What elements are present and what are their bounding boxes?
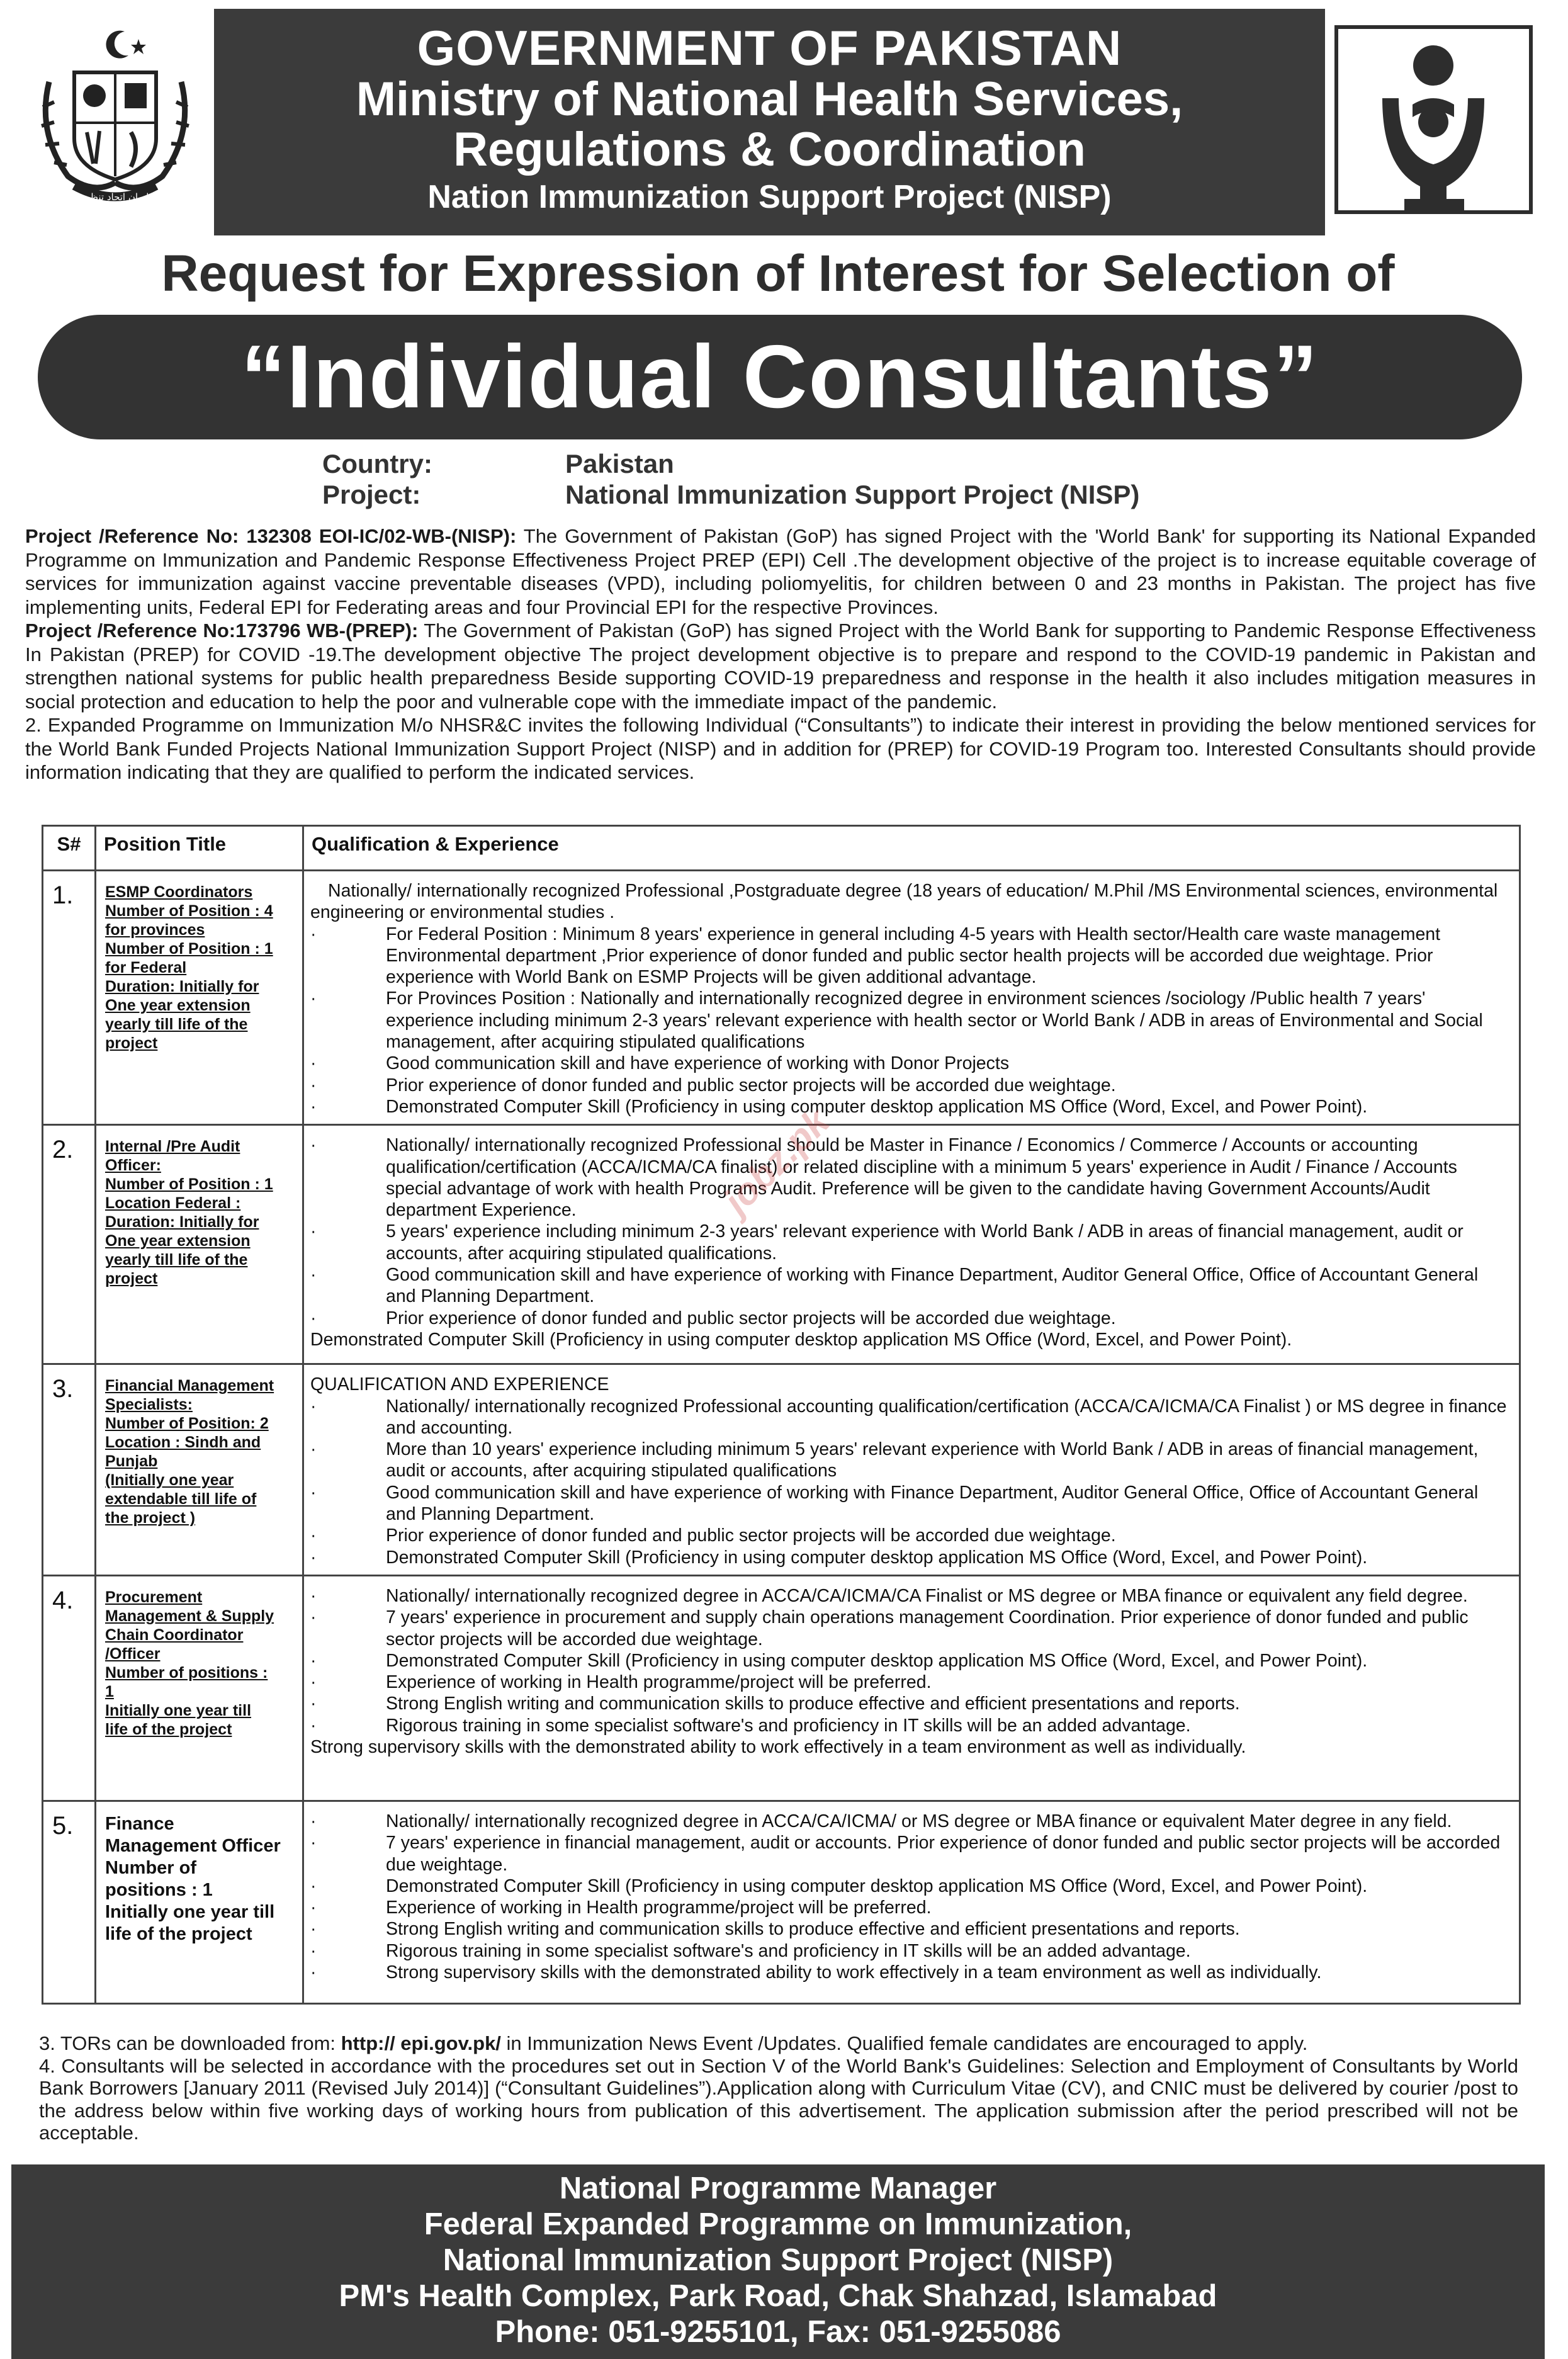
reference-1-text: The Government of Pakistan (GoP) has signed Project with the 'World Bank' for supporting its National Expanded Programme on Immunization and Pandemic Response Effectiveness Project PREP (EPI) Cell .The development objective of the project is to increase equitable coverage of services for immunization against vaccine preventable diseases (VPD), including poliomyelitis, for children between 0 and 23 months in Pakistan. The project has five implementing units, Federal EPI for Federating areas and four Provincial EPI for the respective Provinces.: [25, 525, 1536, 618]
position-title-line: Number of Position : 4: [105, 902, 273, 920]
qualification-item: [310, 1875, 1509, 1897]
reference-1-paragraph: [25, 524, 1536, 619]
qualification-item: [310, 1962, 1509, 1983]
epi-logo: [1334, 25, 1533, 214]
bullet-icon: ·: [310, 1135, 317, 1156]
qualification-cell: [303, 1801, 1520, 2003]
note-3-post: in Immunization News Event /Updates. Qualified female candidates are encouraged to apply.: [500, 2032, 1308, 2054]
bullet-icon: ·: [310, 1962, 317, 1983]
position-title-line: for provinces: [105, 921, 205, 939]
position-title-line: Management Officer: [105, 1835, 281, 1856]
position-title-cell: [96, 1801, 303, 2003]
footer-line-3: National Immunization Support Project (NISP): [443, 2243, 1114, 2277]
bullet-icon: ·: [310, 1308, 317, 1328]
position-title-line: Number of positions :: [105, 1663, 268, 1682]
position-title-line: Management & Supply: [105, 1607, 274, 1625]
bullet-icon: ·: [310, 1096, 317, 1117]
nisp-subtitle: Nation Immunization Support Project (NISP): [427, 179, 1112, 215]
qualification-text: Experience of working in Health programme/project will be preferred.: [386, 1898, 932, 1918]
paragraph-2: 2. Expanded Programme on Immunization M/o NHSR&C invites the following Individual (“Consultants”) to indicate their interest in providing the below mentioned services for the World Bank Funded Projects National Immunization Support Project (NISP) and in addition for (PREP) for COVID-19 Program too. Interested Consultants should provide information indicating that they are qualified to perform the indicated services.: [25, 714, 1536, 783]
qualification-text: Good communication skill and have experience of working with Finance Department, Auditor General Office, Office of Accountant General and Planning Department.: [386, 1265, 1479, 1307]
table-row: [43, 871, 1520, 1125]
position-title-line: Procurement: [105, 1588, 203, 1606]
row-number: 2.: [43, 1125, 96, 1364]
position-title-line: life of the project: [105, 1720, 232, 1738]
position-title-line: yearly till life of the: [105, 1015, 248, 1033]
footer-address: PM's Health Complex, Park Road, Chak Shahzad, Islamabad: [339, 2279, 1217, 2313]
position-title-line: /Officer: [105, 1644, 161, 1663]
qualification-text: Prior experience of donor funded and public sector projects will be accorded due weightage.: [386, 1525, 1116, 1546]
qualification-item: [310, 1264, 1509, 1308]
qualification-item: [310, 1607, 1509, 1650]
qualification-item: [310, 1053, 1509, 1074]
row-number: 3.: [43, 1364, 96, 1576]
position-title-line: positions : 1: [105, 1879, 213, 1900]
bullet-icon: ·: [310, 1898, 317, 1918]
qualification-text: Strong English writing and communication skills to produce effective and efficient presentations and reports.: [386, 1919, 1240, 1940]
qualification-text: Nationally/ internationally recognized Professional should be Master in Finance / Economics / Commerce / Accounts or accounting qualification/certification (ACCA/ICMA/CA finalist) or related discipline with a minimum 5 years' experience in Audit / Finance / Accounts special advantage of work with health Programs Audit. Preference will be given to the candidate having Government Accounts/Audit department Experience.: [386, 1135, 1457, 1221]
qualification-text: More than 10 years' experience including minimum 5 years' relevant experience with World Bank / ADB in areas of financial management, audit or accounts, after acquiring stipulated qualifications: [386, 1439, 1479, 1481]
position-title-line: Location Federal :: [105, 1194, 241, 1213]
position-title-line: Financial Management: [105, 1377, 274, 1395]
qualification-item: [310, 1525, 1509, 1546]
qualification-item: [310, 1715, 1509, 1736]
qualification-text: Demonstrated Computer Skill (Proficiency in using computer desktop application MS Office (Word, Excel, and Power Point).: [386, 1875, 1368, 1896]
qualification-item: [310, 1918, 1509, 1940]
qualification-text: Nationally/ internationally recognized degree in ACCA/CA/ICMA/ or MS degree or MBA finance or equivalent Mater degree in any field.: [386, 1811, 1452, 1831]
position-title-line: the project ): [105, 1509, 196, 1527]
reference-1-label: Project /Reference No: 132308 EOI-IC/02-WB-(NISP):: [25, 525, 517, 547]
bullet-icon: ·: [310, 1650, 317, 1671]
position-title-line: Duration: Initially for: [105, 1213, 259, 1231]
bullet-icon: ·: [310, 1053, 317, 1074]
footer-line-2: Federal Expanded Programme on Immunization,: [424, 2207, 1132, 2241]
position-title-line: One year extension: [105, 997, 251, 1014]
government-title: GOVERNMENT OF PAKISTAN: [417, 20, 1122, 76]
qualification-item: [310, 1096, 1509, 1117]
bullet-icon: ·: [310, 924, 317, 944]
intro-section: [25, 524, 1536, 784]
emblem-motto: ایمان اتحاد تنظیم: [81, 191, 149, 203]
bullet-icon: ·: [310, 1396, 317, 1417]
qualification-item: [310, 1134, 1509, 1221]
pid-number: PID(I) 5656/19: [1545, 2216, 1567, 2348]
qualification-item: [310, 1897, 1509, 1918]
position-title-line: Specialists:: [105, 1396, 193, 1414]
qualification-text: Strong English writing and communication skills to produce effective and efficient presentations and reports.: [386, 1694, 1240, 1714]
position-title-line: Number of Position: 2: [105, 1415, 269, 1433]
position-title-line: Finance: [105, 1813, 174, 1834]
qualification-text: Demonstrated Computer Skill (Proficiency in using computer desktop application MS Office (Word, Excel, and Power Point).: [386, 1547, 1368, 1568]
qualification-item: [310, 1374, 1509, 1395]
note-3: [39, 2032, 1518, 2055]
row-number: 5.: [43, 1801, 96, 2003]
qualification-text: 7 years' experience in procurement and supply chain operations management Coordination. Prior experience of donor funded and public sector projects will be accorded due weightage.: [386, 1607, 1469, 1649]
bullet-icon: ·: [310, 1672, 317, 1693]
qualification-item: [310, 1329, 1509, 1350]
position-title-line: Chain Coordinator: [105, 1626, 244, 1644]
country-value: Pakistan: [565, 449, 674, 478]
qualification-text: Rigorous training in some specialist software's and proficiency in IT skills will be an added advantage.: [386, 1940, 1191, 1961]
qualification-text: Demonstrated Computer Skill (Proficiency in using computer desktop application MS Office (Word, Excel, and Power Point).: [386, 1650, 1368, 1671]
bullet-icon: ·: [310, 988, 317, 1009]
individual-consultants-banner: “Individual Consultants”: [38, 315, 1522, 439]
qualification-text: Strong supervisory skills with the demonstrated ability to work effectively in a team environment as well as individually.: [310, 1737, 1246, 1758]
qualification-item: [310, 1693, 1509, 1714]
position-title-line: extendable till life of: [105, 1490, 257, 1508]
note-3-pre: 3. TORs can be downloaded from:: [39, 2032, 341, 2054]
ministry-line-1: Ministry of National Health Services,: [356, 72, 1183, 126]
qualification-text: For Provinces Position : Nationally and internationally recognized degree in environment sciences /sociology /Public health 7 years' experience including minimum 2-3 years' relevant experience with health sector or World Bank / ADB in areas of Environmental and Social management, after acquiring stipulated qualifications: [386, 988, 1483, 1053]
qualification-text: For Federal Position : Minimum 8 years' experience in general including 4-5 years with Health sector/Health care waste management Environmental department ,Prior experience of donor funded and public sector health projects will be accorded due weightage. Prior experience with World Bank on ESMP Projects will be given additional advantage.: [386, 924, 1441, 988]
reference-2-text: The Government of Pakistan (GoP) has signed Project with the World Bank for supporting to Pandemic Response Effectiveness In Pakistan (PREP) for COVID -19.The development objective The project development objective is to prepare and respond to the COVID-19 pandemic in Pakistan and strengthen national systems for public health preparedness Beside supporting COVID-19 preparedness and response in the health it also includes mitigation measures in social protection and education to help the poor and vulnerable cope with the immediate impact of the pandemic.: [25, 619, 1536, 713]
qualification-text: Nationally/ internationally recognized Professional accounting qualification/certification (ACCA/CA/ICMA/CA Finalist ) or MS degree in finance and accounting.: [386, 1396, 1507, 1438]
qualification-item: [310, 1736, 1509, 1758]
position-title-line: Number of Position : 1: [105, 1175, 273, 1194]
qualification-item: [310, 1482, 1509, 1525]
footer-address-band: [11, 2164, 1545, 2359]
ministry-line-2: Regulations & Coordination: [453, 123, 1086, 176]
header-qualification: Qualification & Experience: [303, 826, 1520, 871]
bullet-icon: ·: [310, 1694, 317, 1714]
watermark: jobz.pk: [715, 1100, 838, 1223]
bullet-icon: ·: [310, 1547, 317, 1568]
reference-2-paragraph: [25, 619, 1536, 713]
position-title-cell: [96, 1575, 303, 1801]
mother-child-icon: [1338, 29, 1529, 210]
position-title-line: Number of Position : 1: [105, 940, 273, 958]
qualification-item: [310, 1650, 1509, 1672]
qualification-item: [310, 1672, 1509, 1693]
qualification-text: Nationally/ internationally recognized Professional ,Postgraduate degree (18 years of education/ M.Phil /MS Environmental sciences, environmental engineering or environmental studies .: [310, 881, 1498, 923]
footer-line-1: National Programme Manager: [559, 2171, 997, 2205]
qualification-item: [310, 1832, 1509, 1875]
bullet-icon: ·: [310, 1075, 317, 1095]
qualification-item: [310, 1585, 1509, 1607]
position-title-line: Initially one year till: [105, 1901, 275, 1922]
position-title-line: yearly till life of the: [105, 1251, 248, 1269]
bullet-icon: ·: [310, 1715, 317, 1736]
bullet-icon: ·: [310, 1585, 317, 1606]
position-title-cell: [96, 1125, 303, 1364]
bullet-icon: ·: [310, 1221, 317, 1242]
header-band: [214, 9, 1325, 235]
qualification-text: Demonstrated Computer Skill (Proficiency in using computer desktop application MS Office (Word, Excel, and Power Point).: [310, 1329, 1292, 1350]
position-title-line: Duration: Initially for: [105, 978, 259, 995]
qualification-item: [310, 924, 1509, 988]
position-title-line: Location : Sindh and: [105, 1434, 261, 1452]
qualification-cell: [303, 871, 1520, 1125]
qualification-item: [310, 1547, 1509, 1568]
position-title-line: Initially one year till: [105, 1701, 252, 1719]
header-position-title: Position Title: [96, 826, 303, 871]
qualification-text: Experience of working in Health programme/project will be preferred.: [386, 1672, 932, 1693]
table-row: [43, 1801, 1520, 2003]
position-title-line: life of the project: [105, 1923, 252, 1944]
table-row: [43, 1364, 1520, 1576]
bullet-icon: ·: [310, 1265, 317, 1286]
bullet-icon: ·: [310, 1439, 317, 1460]
notes-section: [39, 2032, 1518, 2144]
qualification-text: Prior experience of donor funded and public sector projects will be accorded due weightage.: [386, 1075, 1116, 1095]
request-title: Request for Expression of Interest for Selection of: [161, 245, 1395, 302]
qualification-cell: [303, 1125, 1520, 1364]
qualification-item: [310, 1439, 1509, 1482]
bullet-icon: ·: [310, 1919, 317, 1940]
qualification-item: [310, 1308, 1509, 1329]
tor-download-link[interactable]: http:// epi.gov.pk/: [341, 2032, 501, 2054]
qualification-item: [310, 880, 1509, 924]
qualification-text: Strong supervisory skills with the demonstrated ability to work effectively in a team environment as well as individually.: [386, 1962, 1322, 1983]
table-row: [43, 1575, 1520, 1801]
position-title-cell: [96, 871, 303, 1125]
qualification-cell: [303, 1364, 1520, 1576]
qualification-text: 5 years' experience including minimum 2-3 years' relevant experience with World Bank / ADB in areas of financial management, audit or accounts, after acquiring stipulated qualifications.: [386, 1221, 1464, 1264]
position-title-line: for Federal: [105, 959, 187, 976]
qualification-item: [310, 988, 1509, 1053]
position-title-line: One year extension: [105, 1232, 251, 1250]
qualification-text: Demonstrated Computer Skill (Proficiency in using computer desktop application MS Office (Word, Excel, and Power Point).: [386, 1096, 1368, 1117]
position-title-line: Officer:: [105, 1157, 161, 1175]
header-sn: S#: [43, 826, 96, 871]
position-title-cell: [96, 1364, 303, 1576]
qualification-text: Prior experience of donor funded and public sector projects will be accorded due weightage.: [386, 1308, 1116, 1328]
position-title-line: Number of: [105, 1857, 196, 1878]
position-title-line: (Initially one year: [105, 1471, 234, 1490]
qualification-item: [310, 1811, 1509, 1832]
position-title-line: ESMP Coordinators: [105, 883, 253, 901]
reference-2-label: Project /Reference No:173796 WB-(PREP):: [25, 619, 419, 642]
bullet-icon: ·: [310, 1875, 317, 1896]
bullet-icon: ·: [310, 1482, 317, 1503]
qualification-item: [310, 1221, 1509, 1264]
bullet-icon: ·: [310, 1811, 317, 1831]
qualification-item: [310, 1396, 1509, 1439]
row-number: 4.: [43, 1575, 96, 1801]
project-label: Project:: [322, 480, 421, 509]
qualification-item: [310, 1075, 1509, 1096]
project-value: National Immunization Support Project (NISP): [565, 480, 1140, 509]
pakistan-state-emblem: [30, 25, 200, 208]
bullet-icon: ·: [310, 1833, 317, 1853]
position-title-line: Internal /Pre Audit: [105, 1138, 240, 1156]
qualification-text: Rigorous training in some specialist software's and proficiency in IT skills will be an added advantage.: [386, 1715, 1191, 1736]
bullet-icon: ·: [310, 1525, 317, 1546]
qualification-text: QUALIFICATION AND EXPERIENCE: [310, 1374, 609, 1395]
qualification-cell: [303, 1575, 1520, 1801]
note-4: 4. Consultants will be selected in accordance with the procedures set out in Section V of the World Bank's Guidelines: Selection and Employment of Consultants by World Bank Borrowers [January 2011 (Revised July 2014)] (“Consultant Guidelines”).Application along with Curriculum Vitae (CV), and CNIC must be delivered by courier /post to the address below within five working days of working hours from publication of this advertisement. The application submission after the period prescribed will not be acceptable.: [39, 2054, 1518, 2144]
qualification-text: Good communication skill and have experience of working with Finance Department, Auditor General Office, Office of Accountant General and Planning Department.: [386, 1482, 1479, 1525]
table-header-row: [43, 826, 1520, 871]
position-title-line: Punjab: [105, 1452, 158, 1471]
bullet-icon: ·: [310, 1607, 317, 1628]
footer-phone-fax: Phone: 051-9255101, Fax: 051-9255086: [495, 2315, 1061, 2349]
country-label: Country:: [322, 449, 432, 478]
qualification-text: 7 years' experience in financial management, audit or accounts. Prior experience of donor funded and public sector projects will be accorded due weightage.: [386, 1833, 1501, 1875]
position-title-line: project: [105, 1034, 158, 1052]
position-title-line: project: [105, 1270, 158, 1288]
qualification-text: Good communication skill and have experience of working with Donor Projects: [386, 1053, 1010, 1074]
position-title-line: 1: [105, 1682, 114, 1700]
qualification-text: Nationally/ internationally recognized degree in ACCA/CA/ICMA/CA Finalist or MS degree or MBA finance or equivalent any field degree.: [386, 1585, 1468, 1606]
qualification-item: [310, 1940, 1509, 1962]
bullet-icon: ·: [310, 1940, 317, 1961]
positions-table: [42, 825, 1521, 2005]
row-number: 1.: [43, 871, 96, 1125]
